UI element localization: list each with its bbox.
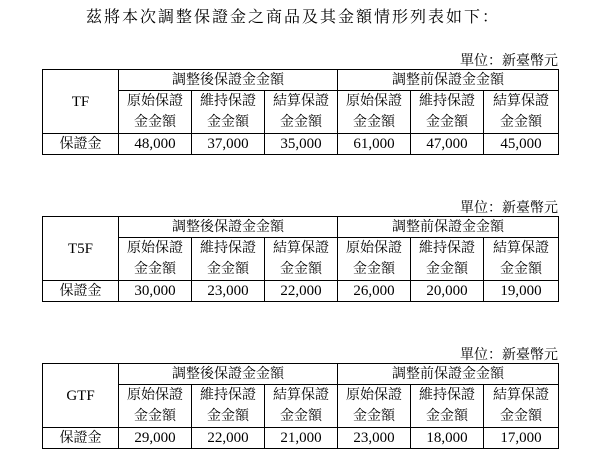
product-cell: GTF <box>43 364 119 428</box>
header-initial-after: 原始保證 金金額 <box>119 238 192 281</box>
value-cell: 35,000 <box>265 134 338 155</box>
table-row <box>43 428 559 449</box>
header-maintenance-after: 維持保證 金金額 <box>192 91 265 134</box>
product-cell: TF <box>43 70 119 134</box>
intro-text: 茲將本次調整保證金之商品及其金額情形列表如下： <box>86 7 501 26</box>
header-maintenance-before: 維持保證 金金額 <box>411 91 484 134</box>
header-initial-before: 原始保證 金金額 <box>338 238 411 281</box>
margin-table-tf <box>42 69 559 155</box>
header-after: 調整後保證金金額 <box>119 70 338 91</box>
unit-label-tf: 單位：新臺幣元 <box>460 53 558 69</box>
header-settlement-before: 結算保證 金金額 <box>484 91 559 134</box>
value-cell: 22,000 <box>192 428 265 449</box>
value-cell: 26,000 <box>338 281 411 302</box>
header-settlement-after: 結算保證 金金額 <box>265 91 338 134</box>
unit-label-t5f: 單位：新臺幣元 <box>460 200 558 216</box>
header-settlement-before: 結算保證 金金額 <box>484 385 559 428</box>
value-cell: 18,000 <box>411 428 484 449</box>
value-cell: 30,000 <box>119 281 192 302</box>
header-maintenance-before: 維持保證 金金額 <box>411 385 484 428</box>
value-cell: 22,000 <box>265 281 338 302</box>
header-settlement-after: 結算保證 金金額 <box>265 385 338 428</box>
value-cell: 21,000 <box>265 428 338 449</box>
header-settlement-after: 結算保證 金金額 <box>265 238 338 281</box>
value-cell: 61,000 <box>338 134 411 155</box>
value-cell: 23,000 <box>192 281 265 302</box>
unit-label-gtf: 單位：新臺幣元 <box>460 347 558 363</box>
value-cell: 29,000 <box>119 428 192 449</box>
value-cell: 20,000 <box>411 281 484 302</box>
header-initial-after: 原始保證 金金額 <box>119 91 192 134</box>
header-before: 調整前保證金金額 <box>338 70 559 91</box>
header-initial-before: 原始保證 金金額 <box>338 385 411 428</box>
value-cell: 19,000 <box>484 281 559 302</box>
value-cell: 17,000 <box>484 428 559 449</box>
header-settlement-before: 結算保證 金金額 <box>484 238 559 281</box>
header-initial-before: 原始保證 金金額 <box>338 91 411 134</box>
margin-table-t5f <box>42 216 559 302</box>
row-label: 保證金 <box>43 134 119 155</box>
margin-table-gtf <box>42 363 559 449</box>
row-label: 保證金 <box>43 428 119 449</box>
header-after: 調整後保證金金額 <box>119 364 338 385</box>
table-row <box>43 281 559 302</box>
value-cell: 37,000 <box>192 134 265 155</box>
row-label: 保證金 <box>43 281 119 302</box>
header-initial-after: 原始保證 金金額 <box>119 385 192 428</box>
table-row <box>43 134 559 155</box>
value-cell: 48,000 <box>119 134 192 155</box>
header-after: 調整後保證金金額 <box>119 217 338 238</box>
header-before: 調整前保證金金額 <box>338 364 559 385</box>
header-maintenance-before: 維持保證 金金額 <box>411 238 484 281</box>
product-cell: T5F <box>43 217 119 281</box>
header-before: 調整前保證金金額 <box>338 217 559 238</box>
header-maintenance-after: 維持保證 金金額 <box>192 385 265 428</box>
value-cell: 45,000 <box>484 134 559 155</box>
value-cell: 47,000 <box>411 134 484 155</box>
value-cell: 23,000 <box>338 428 411 449</box>
header-maintenance-after: 維持保證 金金額 <box>192 238 265 281</box>
